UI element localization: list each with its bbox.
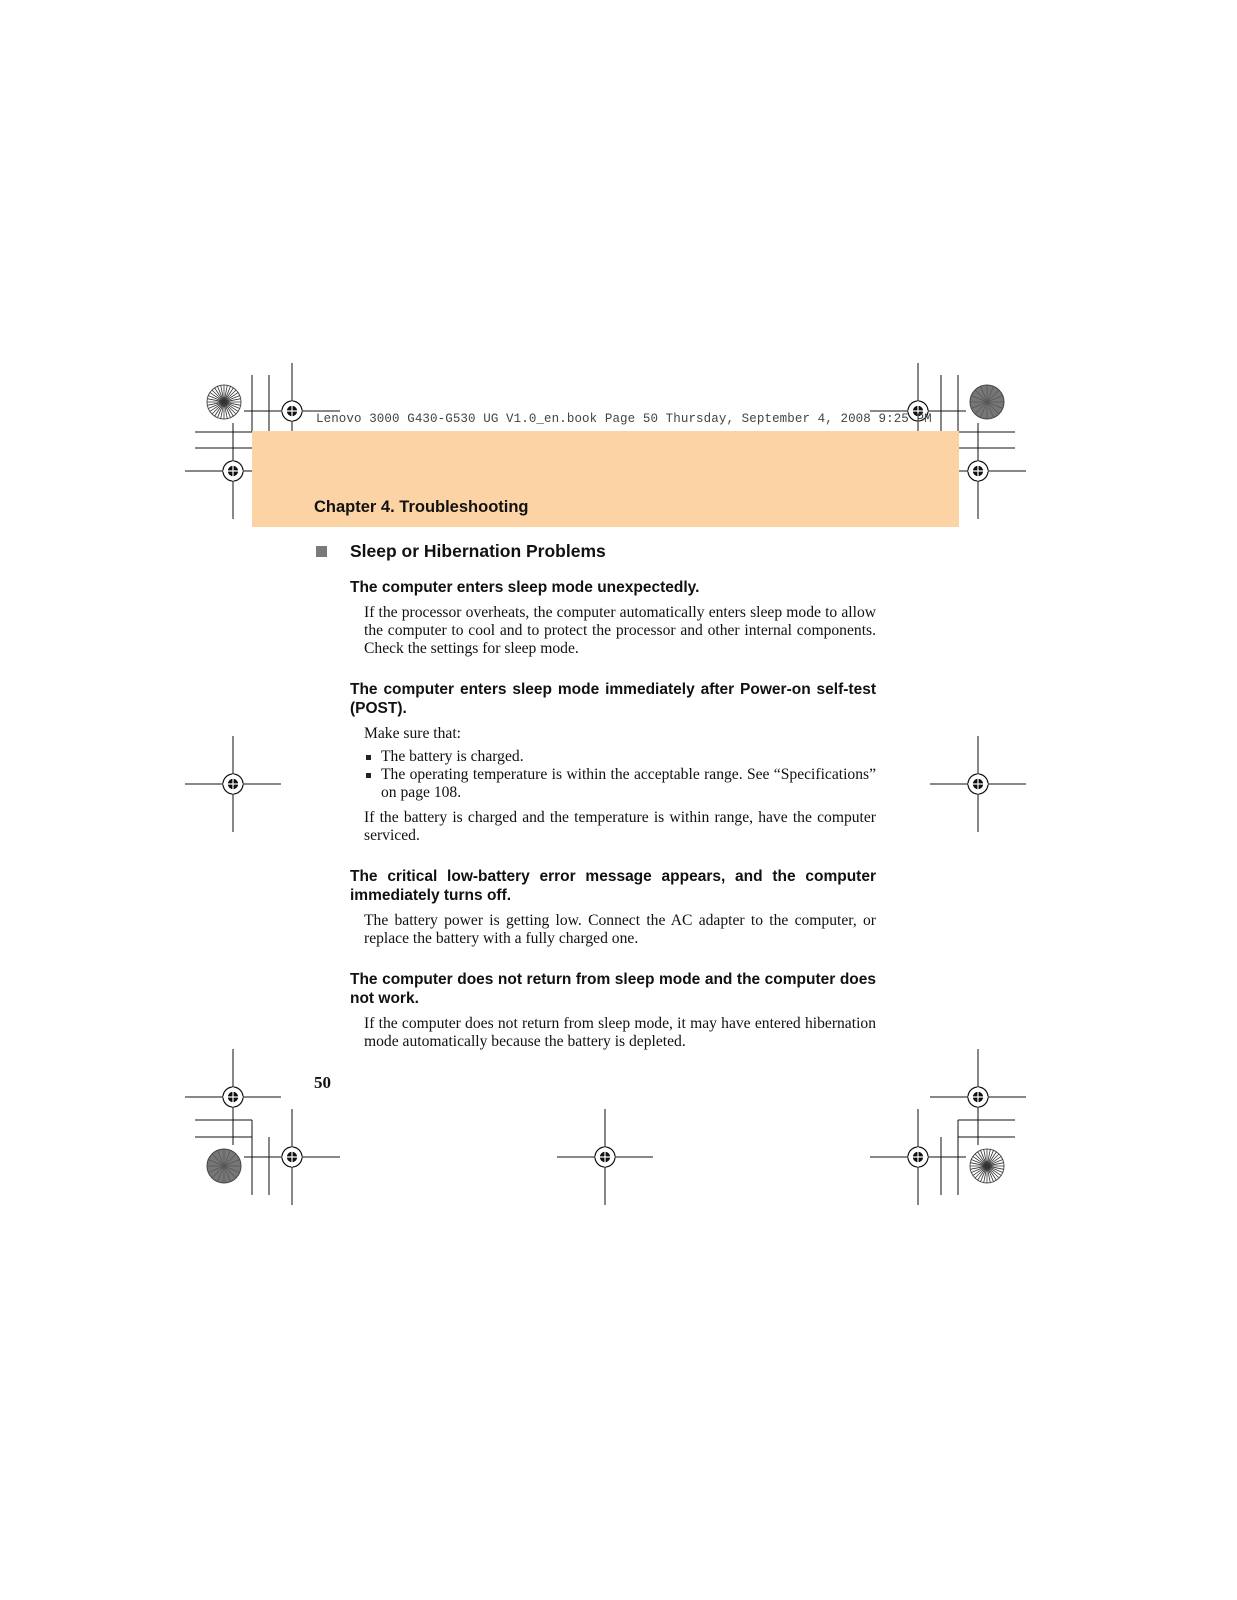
print-header: Lenovo 3000 G430-G530 UG V1.0_en.book Page 50 Thursday, September 4, 2008 9:25 PM <box>316 412 932 426</box>
section-title: Sleep or Hibernation Problems <box>350 541 606 561</box>
answer-paragraph: If the battery is charged and the temperature is within range, have the computer serviced. <box>364 808 876 844</box>
answer-paragraph: The battery power is getting low. Connect the AC adapter to the computer, or replace the battery with a fully charged one. <box>364 911 876 947</box>
list-item: The battery is charged. <box>364 748 876 766</box>
intro-paragraph: Make sure that: <box>364 724 461 742</box>
question-heading: The computer does not return from sleep mode and the computer does not work. <box>350 970 876 1007</box>
answer-paragraph: If the processor overheats, the computer automatically enters sleep mode to allow the computer to cool and to protect the processor and other internal components. Check the settings for sleep mode. <box>364 603 876 657</box>
answer-paragraph: If the computer does not return from sleep mode, it may have entered hibernation mode automatically because the battery is depleted. <box>364 1014 876 1050</box>
color-star-icon <box>207 385 241 419</box>
question-heading: The computer enters sleep mode immediately after Power-on self-test (POST). <box>350 680 876 717</box>
list-item: The operating temperature is within the acceptable range. See “Specifications” on page 108. <box>364 766 876 802</box>
bullet-list <box>364 748 876 802</box>
section-bullet-icon <box>316 546 327 557</box>
color-star-icon <box>970 1149 1004 1183</box>
page-number: 50 <box>314 1073 331 1092</box>
question-heading: The computer enters sleep mode unexpectedly. <box>350 579 700 596</box>
color-star-icon <box>970 385 1004 419</box>
question-heading: The critical low-battery error message appears, and the computer immediately turns off. <box>350 867 876 904</box>
chapter-band <box>252 431 959 527</box>
color-star-icon <box>207 1149 241 1183</box>
chapter-title: Chapter 4. Troubleshooting <box>314 498 529 516</box>
content <box>350 578 876 1051</box>
